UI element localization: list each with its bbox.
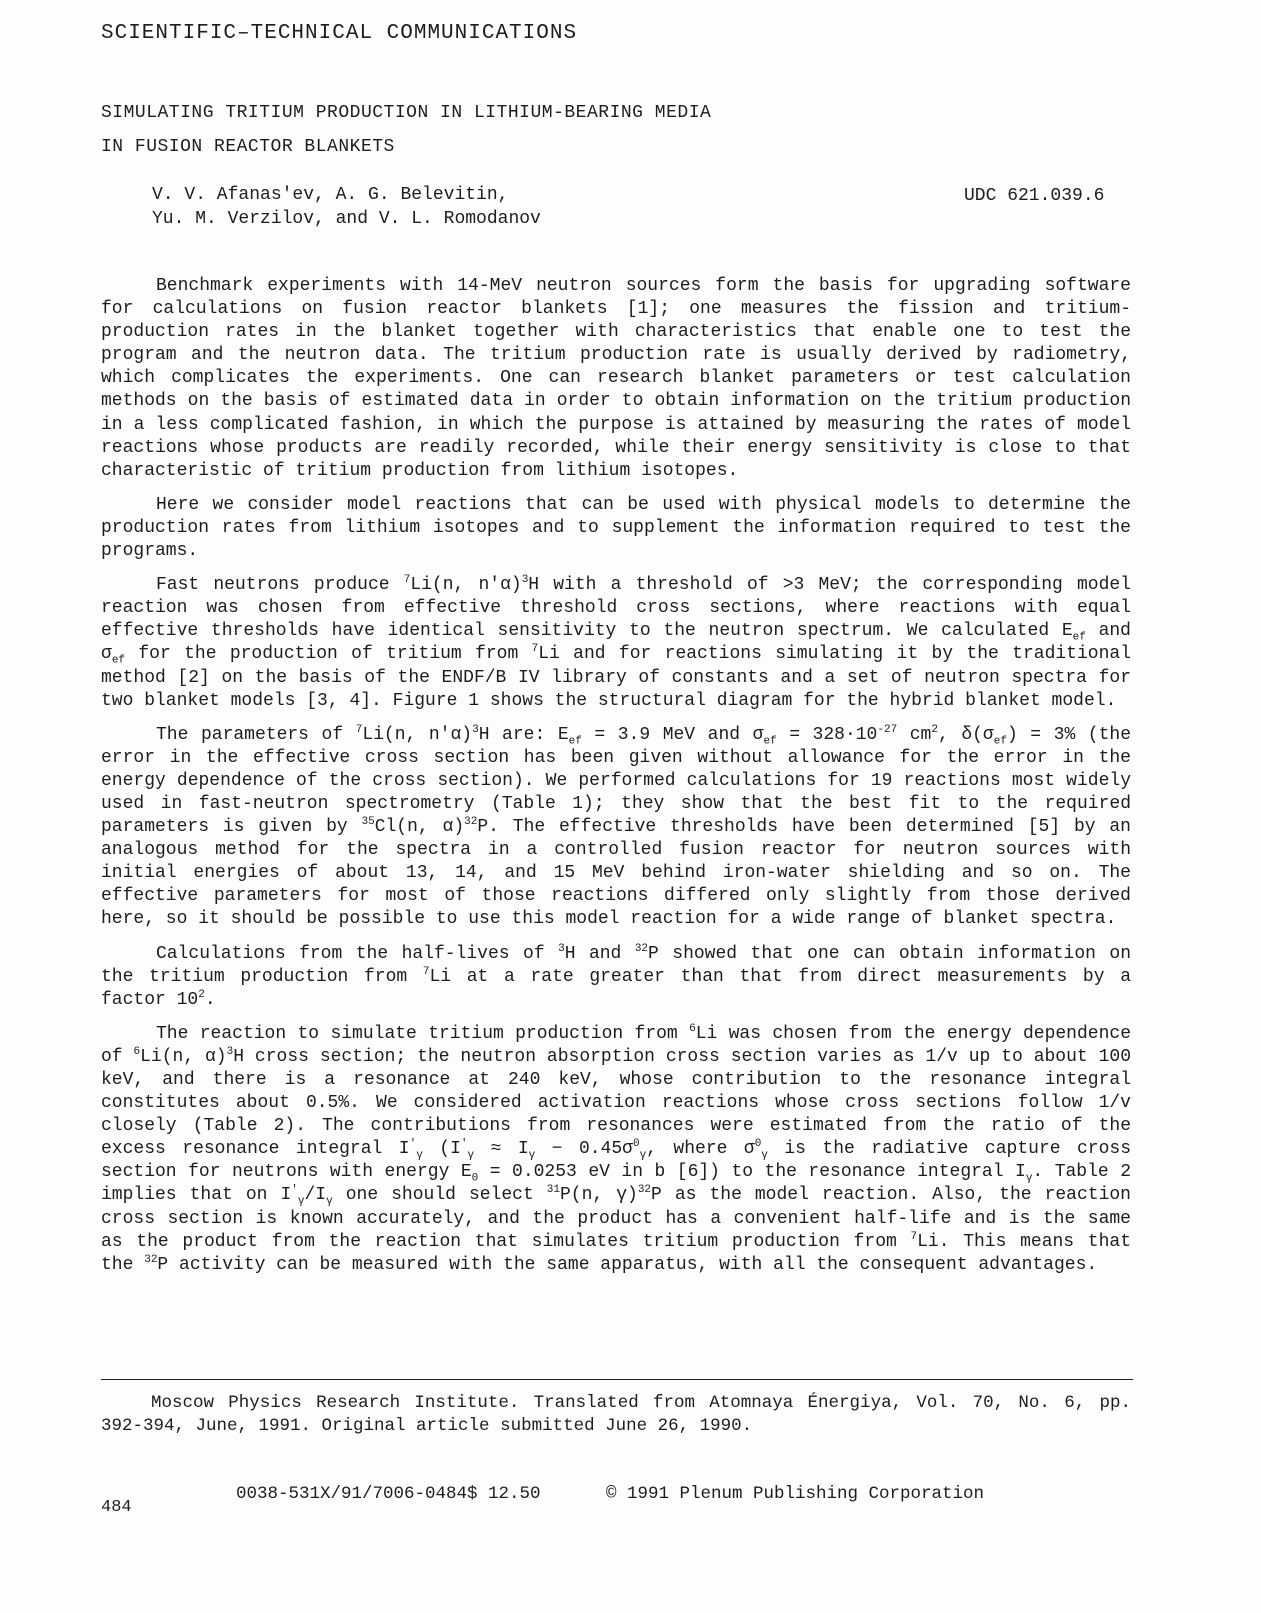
authors-line-2: Yu. M. Verzilov, and V. L. Romodanov [152, 209, 541, 229]
authors-line-1: V. V. Afanas'ev, A. G. Belevitin, [152, 185, 509, 205]
copyright-notice: © 1991 Plenum Publishing Corporation [606, 1484, 985, 1504]
article-body [101, 275, 1131, 1277]
issn-code: 0038-531X/91/7006-0484$ 12.50 [236, 1484, 541, 1504]
paragraph-4: The parameters of $^7$Li(n, n'α)$^3$H are: $E_{ef} = 3.9$ MeV and $\sigma_{ef} = 328\cdot 10^{-27}$ $cm^2$, $\delta(\sigma_{ef}) = 3\%$ (the error in the effective cross section has been given without allowance for the error in the energy dependence of the cross section). We performed calculations for 19 reactions most widely used in fast-neutron spectrometry (Table 1); they show that the best fit to the required parameters is given by $^{35}$Cl(n, α)$^{32}$P. The effective thresholds have been determined [5] by an analogous method for the spectra in a controlled fusion reactor for neutron sources with initial energies of about 13, 14, and 15 MeV behind iron-water shielding and so on. The effective parameters for most of those reactions differed only slightly from those derived here, so it should be possible to use this model reaction for a wide range of blanket spectra. [101, 723, 1132, 930]
paragraph-2: Here we consider model reactions that can be used with physical models to determine the production rates from lithium isotopes and to supplement the information required to test the programs. [101, 494, 1131, 562]
paragraph-5: Calculations from the half-lives of $^3$H and $^{32}$P showed that one can obtain information on the tritium production from $^7$Li at a rate greater than that from direct measurements by a factor $10^2$. [101, 942, 1131, 1010]
journal-section-heading: SCIENTIFIC–TECHNICAL COMMUNICATIONS [101, 22, 578, 45]
page-number: 484 [101, 1498, 132, 1517]
footnote: Moscow Physics Research Institute. Translated from Atomnaya Énergiya, Vol. 70, No. 6, pp. 392-394, June, 1991. Original article submitted June 26, 1990. [101, 1393, 1131, 1436]
paragraph-3: Fast neutrons produce $^7$Li(n, n'α)$^3$H with a threshold of >3 MeV; the corresponding model reaction was chosen from effective threshold cross sections, where reactions with equal effective thresholds have identical sensitivity to the neutron spectrum. We calculated $E_{ef}$ and $\sigma_{ef}$ for the production of tritium from $^7$Li and for reactions simulating it by the traditional method [2] on the basis of the ENDF/B IV library of constants and a set of neutron spectra for two blanket models [3, 4]. Figure 1 shows the structural diagram for the hybrid blanket model. [101, 574, 1131, 711]
article-title-line-2: IN FUSION REACTOR BLANKETS [101, 137, 395, 157]
paragraph-6: The reaction to simulate tritium production from $^6$Li was chosen from the energy dependence of $^6$Li(n, α)$^3$H cross section; the neutron absorption cross section varies as 1/v up to about 100 keV, and there is a resonance at 240 keV, whose contribution to the resonance integral constitutes about 0.5%. We considered activation reactions whose cross sections follow 1/v closely (Table 2). The contributions from resonances were estimated from the ratio of the excess resonance integral $I'_\gamma$ ($I'_\gamma \approx I_\gamma - 0.45\sigma^0_\gamma$, where $\sigma^0_\gamma$ is the radiative capture cross section for neutrons with energy $E_0 = 0.0253$ eV in b [6]) to the resonance integral $I_\gamma$. Table 2 implies that on $I'_\gamma/I_\gamma$ one should select $^{31}$P(n, γ)$^{32}$P as the model reaction. Also, the reaction cross section is known accurately, and the product has a convenient half-life and is the same as the product from the reaction that simulates tritium production from $^7$Li. This means that the $^{32}$P activity can be measured with the same apparatus, with all the consequent advantages. [101, 1022, 1132, 1275]
paragraph-1: Benchmark experiments with 14-MeV neutron sources form the basis for upgrading software for calculations on fusion reactor blankets [1]; one measures the fission and tritium-production rates in the blanket together with characteristics that enable one to test the program and the neutron data. The tritium production rate is usually derived by radiometry, which complicates the experiments. One can research blanket parameters or test calculation methods on the basis of estimated data in order to obtain information on the tritium production in a less complicated fashion, in which the purpose is attained by measuring the rates of model reactions whose products are readily recorded, while their energy sensitivity is close to that characteristic of tritium production from lithium isotopes. [101, 276, 1131, 481]
footnote-divider [101, 1379, 1133, 1380]
udc-code: UDC 621.039.6 [964, 186, 1105, 206]
article-title-line-1: SIMULATING TRITIUM PRODUCTION IN LITHIUM-BEARING MEDIA [101, 103, 712, 123]
